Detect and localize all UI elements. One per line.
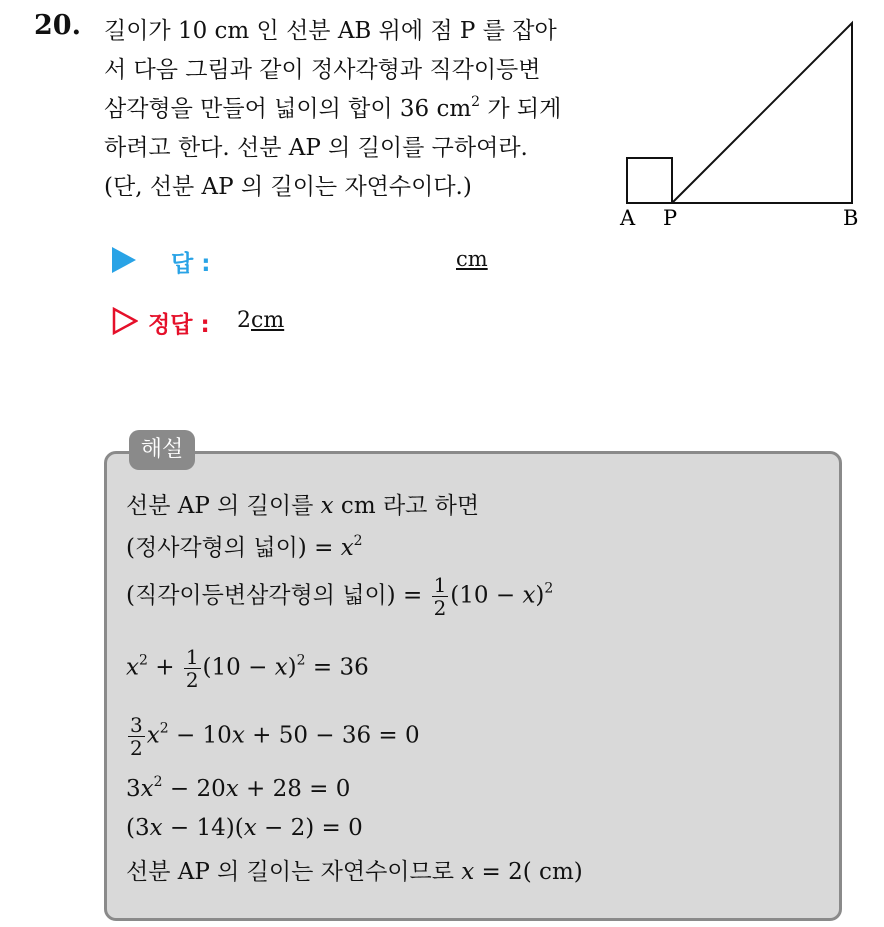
solution-tag: 해설 bbox=[129, 430, 195, 470]
solution-line-6: $3x^2 - 20x + 28 = 0$ bbox=[126, 774, 351, 802]
correct-answer-label: 정답 : bbox=[148, 312, 210, 338]
label-p: P bbox=[663, 206, 678, 230]
outline-arrow-icon bbox=[112, 307, 138, 335]
play-arrow-icon bbox=[112, 247, 136, 273]
question-line-1: 길이가 10 cm 인 선분 AB 위에 점 P 를 잡아 bbox=[104, 18, 557, 44]
label-b: B bbox=[843, 206, 859, 230]
fraction-half: $\frac{1}{2}$ bbox=[185, 645, 199, 692]
question-text bbox=[104, 12, 609, 207]
solution-line-4: $x^2$ + $\frac{1}{2}$ $(10 - x)^2 = 36$ bbox=[126, 645, 369, 692]
question-line-3: 삼각형을 만들어 넓이의 합이 36 $cm^2$ 가 되게 bbox=[104, 94, 562, 122]
answer-unit: cm bbox=[456, 247, 488, 271]
fraction-three-halves: $\frac{3}{2}$ bbox=[130, 713, 143, 760]
square-shape bbox=[627, 158, 672, 203]
solution-line-3: (직각이등변삼각형의 넓이) = $\frac{1}{2}$ $(10 - x)^2$ bbox=[126, 573, 554, 620]
solution-line-2: (정사각형의 넓이) = $x^2$ bbox=[126, 533, 363, 561]
solution-line-7: (3x − 14)(x − 2) = 0 bbox=[126, 815, 363, 841]
geometry-figure bbox=[615, 10, 875, 240]
solution-line-1: 선분 AP 의 길이를 x cm 라고 하면 bbox=[126, 493, 480, 519]
correct-answer-value: 2cm bbox=[237, 308, 285, 333]
question-line-4: 하려고 한다. 선분 AP 의 길이를 구하여라. bbox=[104, 135, 528, 161]
answer-label: 답 : bbox=[171, 251, 211, 277]
question-line-2: 서 다음 그림과 같이 정사각형과 직각이등변 bbox=[104, 57, 541, 83]
label-a: A bbox=[620, 206, 636, 230]
solution-line-8: 선분 AP 의 길이는 자연수이므로 x = 2( cm) bbox=[126, 859, 583, 885]
solution-line-5: $\frac{3}{2}$ $x^2 - 10x + 50 - 36 = 0$ bbox=[130, 713, 420, 760]
right-isosceles-triangle bbox=[672, 23, 852, 203]
question-number: 20. bbox=[34, 10, 81, 41]
question-line-5: (단, 선분 AP 의 길이는 자연수이다.) bbox=[104, 174, 472, 200]
fraction-half: $\frac{1}{2}$ bbox=[433, 573, 447, 620]
